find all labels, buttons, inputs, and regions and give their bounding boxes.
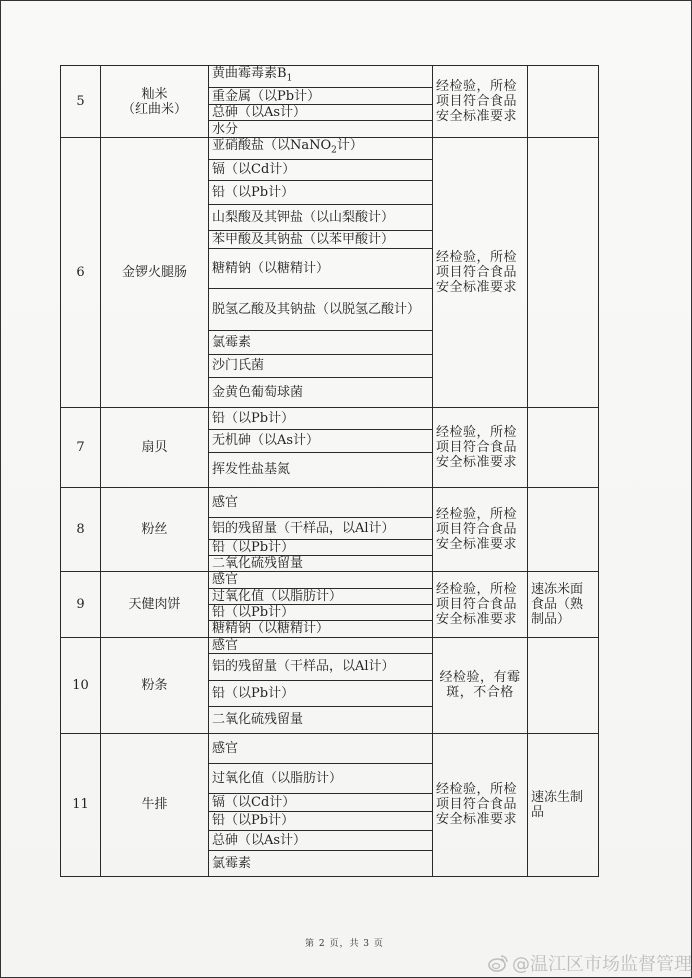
table-row [61,138,599,160]
table-row [61,571,599,588]
test-item: 铅（以Pb计） [209,680,433,706]
test-item: 过氧化值（以脂肪计） [209,588,433,604]
sample-name [101,66,209,138]
test-item: 金黄色葡萄球菌 [209,377,433,407]
test-item: 铅（以Pb计） [209,811,433,830]
test-item: 黄曲霉毒素$B_1$ [209,66,433,88]
remark [528,487,599,571]
test-item: 沙门氏菌 [209,354,433,377]
sample-index: 7 [61,407,101,487]
sample-index: 8 [61,487,101,571]
sample-index: 9 [61,571,101,637]
test-item: 氯霉素 [209,850,433,876]
inspection-results-table [60,65,599,877]
inspection-result: 经检验，所检项目符合食品安全标准要求 [433,407,528,487]
remark [528,138,599,408]
inspection-result: 经检验，所检项目符合食品安全标准要求 [433,571,528,637]
test-item: 苯甲酸及其钠盐（以苯甲酸计） [209,230,433,248]
test-item: 感官 [209,637,433,653]
inspection-result: 经检验，有霉斑，不合格 [433,637,528,733]
inspection-result: 经检验，所检项目符合食品安全标准要求 [433,138,528,408]
sample-index: 11 [61,733,101,876]
test-item: 重金属（以Pb计） [209,88,433,105]
remark [528,66,599,138]
test-item: 总砷（以As计） [209,830,433,850]
test-item: 感官 [209,571,433,588]
test-item: 总砷（以As计） [209,105,433,121]
test-item: 过氧化值（以脂肪计） [209,763,433,793]
watermark-text: @温江区市场监督管理 [512,954,692,975]
test-item: 铅（以Pb计） [209,407,433,429]
test-item: 水分 [209,121,433,138]
table-row [61,487,599,517]
test-item: 感官 [209,733,433,763]
remark [528,407,599,487]
test-item: 铅（以Pb计） [209,180,433,204]
test-item: 亚硝酸盐（以NaNO$_2$计） [209,138,433,160]
sample-index: 6 [61,138,101,408]
test-item: 山梨酸及其钾盐（以山梨酸计） [209,204,433,230]
table-row [61,733,599,763]
table-row [61,637,599,653]
test-item: 铝的残留量（干样品，以Al计） [209,517,433,539]
sample-name: 粉丝 [101,487,209,571]
sample-name: 扇贝 [101,407,209,487]
test-item: 二氧化硫残留量 [209,706,433,733]
watermark [488,950,692,976]
table-row [61,407,599,429]
test-item: 糖精钠（以糖精计） [209,620,433,637]
remark: 速冻米面食品（熟制品） [528,571,599,637]
test-item: 脱氢乙酸及其钠盐（以脱氢乙酸计） [209,288,433,330]
test-item: 铅（以Pb计） [209,604,433,620]
remark: 速冻生制品 [528,733,599,876]
test-item: 铅（以Pb计） [209,539,433,555]
sample-name-subtitle: （红曲米） [121,101,187,117]
test-item: 挥发性盐基氮 [209,452,433,487]
table-row [61,66,599,88]
test-item: 镉（以Cd计） [209,159,433,180]
sample-index: 10 [61,637,101,733]
inspection-result: 经检验，所检项目符合食品安全标准要求 [433,733,528,876]
test-item: 无机砷（以As计） [209,429,433,452]
test-item: 铝的残留量（干样品，以Al计） [209,653,433,680]
test-item: 感官 [209,487,433,517]
remark [528,637,599,733]
page-indicator: 第 2 页，共 3 页 [305,939,384,949]
test-item: 糖精钠（以糖精计） [209,248,433,288]
sample-name: 金锣火腿肠 [101,138,209,408]
sample-name: 天健肉饼 [101,571,209,637]
weibo-icon [488,954,508,972]
test-item: 二氧化硫残留量 [209,555,433,571]
table-body [61,66,599,877]
sample-name-line: 籼米 [141,86,168,102]
inspection-result: 经检验，所检项目符合食品安全标准要求 [433,66,528,138]
inspection-result: 经检验，所检项目符合食品安全标准要求 [433,487,528,571]
sample-index: 5 [61,66,101,138]
test-item: 氯霉素 [209,330,433,354]
sample-name: 粉条 [101,637,209,733]
test-item: 镉（以Cd计） [209,793,433,811]
sample-name: 牛排 [101,733,209,876]
